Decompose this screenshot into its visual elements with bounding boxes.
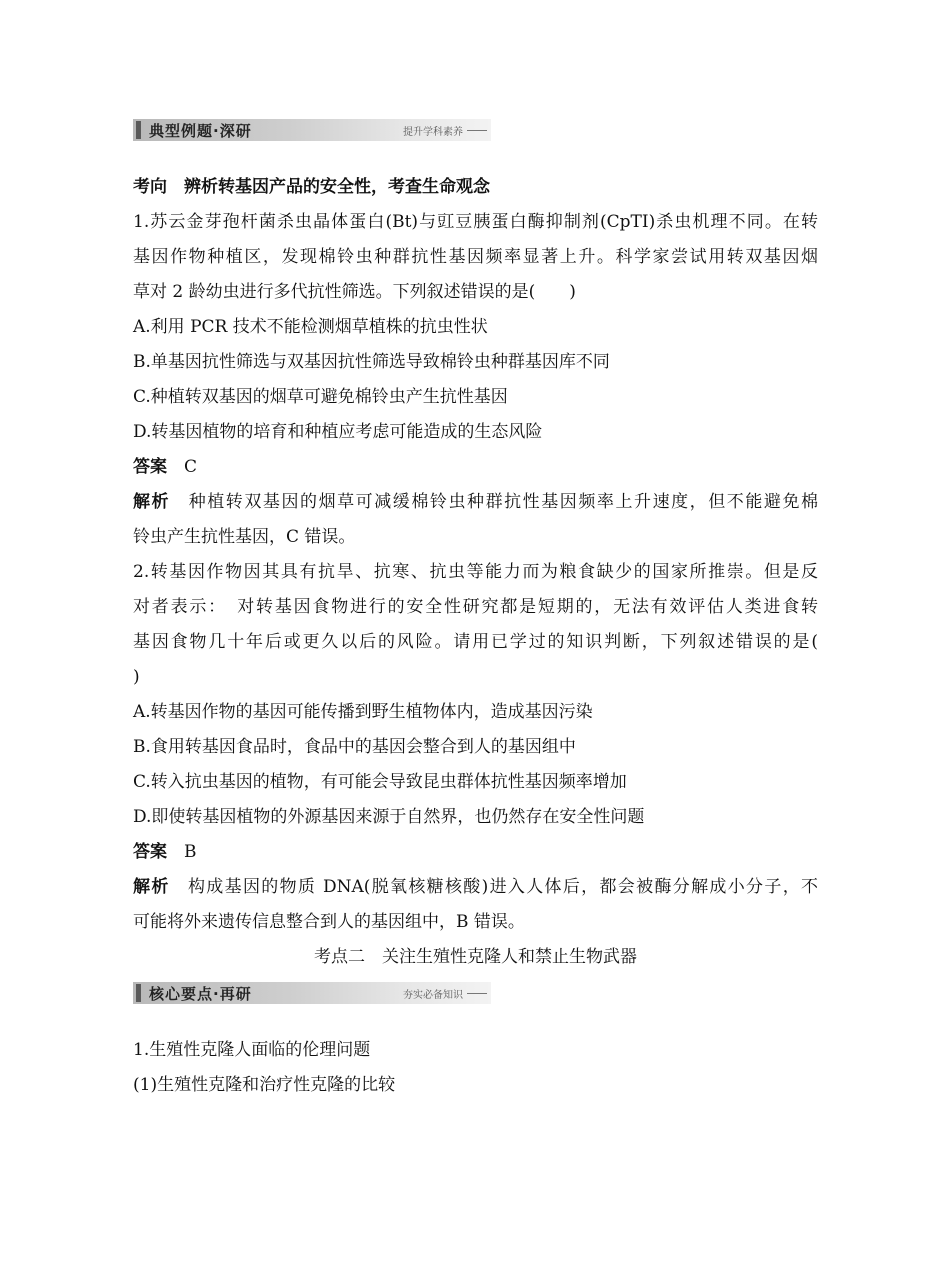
answer-value: B (184, 842, 197, 862)
q2-analysis-cont: 可能将外来遗传信息整合到人的基因组中，B 错误。 (133, 912, 525, 932)
q2-option-a: A.转基因作物的基因可能传播到野生植物体内，造成基因污染 (133, 702, 593, 722)
banner-line (467, 993, 487, 994)
banner-line (467, 130, 487, 131)
q2-line: 2.转基因作物因其具有抗旱、抗寒、抗虫等能力而为粮食缺少的国家所推崇。但是反 (133, 562, 818, 582)
q1-option-c: C.种植转双基因的烟草可避免棉铃虫产生抗性基因 (133, 387, 508, 407)
analysis-label: 解析 (133, 877, 170, 897)
banner-title: 典型例题·深研 (149, 121, 252, 140)
analysis-text: 构成基因的物质 DNA(脱氧核糖核酸)进入人体后，都会被酶分解成小分子，不 (187, 877, 819, 897)
answer-value: C (184, 457, 198, 477)
q1-line: 草对 2 龄幼虫进行多代抗性筛选。下列叙述错误的是( ) (133, 282, 576, 302)
analysis-text: 种植转双基因的烟草可减缓棉铃虫种群抗性基因频率上升速度，但不能避免棉 (188, 492, 819, 512)
q1-analysis-cont: 铃虫产生抗性基因，C 错误。 (133, 527, 356, 547)
q2-answer (133, 835, 818, 870)
q2-option-c: C.转入抗虫基因的植物，有可能会导致昆虫群体抗性基因频率增加 (133, 772, 627, 792)
q2-option-d: D.即使转基因植物的外源基因来源于自然界，也仍然存在安全性问题 (133, 807, 645, 827)
q1-line: 1.苏云金芽孢杆菌杀虫晶体蛋白(Bt)与豇豆胰蛋白酶抑制剂(CpTI)杀虫机理不同。在转 (133, 212, 818, 232)
kaodian-heading: 考点二 关注生殖性克隆人和禁止生物武器 (314, 947, 637, 967)
banner-bar (136, 121, 141, 139)
banner-bar (136, 984, 141, 1002)
kaoxiang-heading (133, 170, 818, 205)
content-block-2 (133, 1033, 818, 1103)
section-banner-core (133, 982, 491, 1004)
banner-subtitle: 提升学科素养 (403, 127, 463, 138)
q1-option-b: B.单基因抗性筛选与双基因抗性筛选导致棉铃虫种群基因库不同 (133, 352, 610, 372)
q1-line: 基因作物种植区，发现棉铃虫种群抗性基因频率显著上升。科学家尝试用转双基因烟 (133, 247, 818, 267)
analysis-label: 解析 (133, 492, 171, 512)
q1-answer (133, 450, 818, 485)
section-banner-examples (133, 119, 491, 141)
banner-title: 核心要点·再研 (149, 984, 252, 1003)
q2-line: 对者表示： 对转基因食物进行的安全性研究都是短期的，无法有效评估人类进食转 (133, 597, 818, 617)
q1-option-a: A.利用 PCR 技术不能检测烟草植株的抗虫性状 (133, 317, 488, 337)
kaoxiang-label: 考向 (133, 177, 167, 197)
kaoxiang-text: 辨析转基因产品的安全性，考查生命观念 (184, 177, 490, 197)
banner-subtitle: 夯实必备知识 (403, 990, 463, 1001)
point-subheading: (1)生殖性克隆和治疗性克隆的比较 (133, 1075, 396, 1095)
point-heading: 1.生殖性克隆人面临的伦理问题 (133, 1040, 371, 1060)
q1-option-d: D.转基因植物的培育和种植应考虑可能造成的生态风险 (133, 422, 543, 442)
q2-line: 基因食物几十年后或更久以后的风险。请用已学过的知识判断，下列叙述错误的是( (133, 632, 818, 652)
content-block (133, 170, 818, 975)
q2-line: ) (133, 667, 140, 687)
q2-analysis (133, 870, 818, 905)
q2-option-b: B.食用转基因食品时，食品中的基因会整合到人的基因组中 (133, 737, 576, 757)
answer-label: 答案 (133, 842, 167, 862)
q1-analysis (133, 485, 818, 520)
answer-label: 答案 (133, 457, 167, 477)
